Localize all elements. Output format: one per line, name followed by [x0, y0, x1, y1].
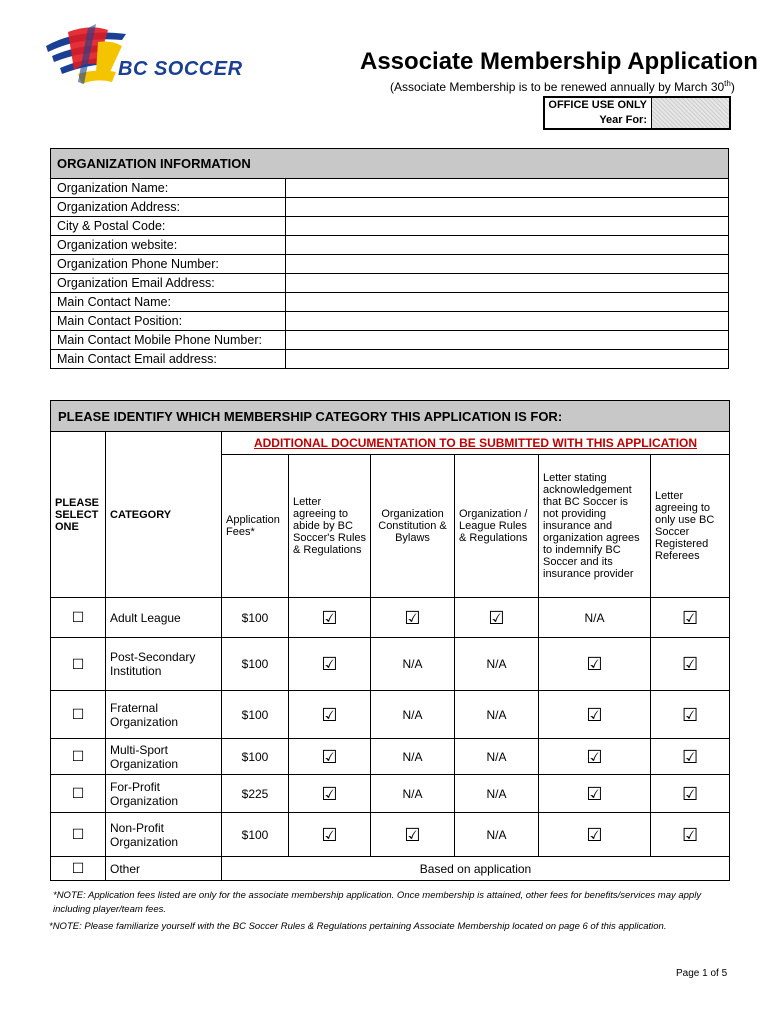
- category-heading: PLEASE IDENTIFY WHICH MEMBERSHIP CATEGORY THIS APPLICATION IS FOR:: [51, 401, 730, 432]
- category-name: Non-Profit Organization: [106, 813, 222, 857]
- other-fee-text: Based on application: [222, 857, 730, 881]
- contact-email-label: Main Contact Email address:: [51, 350, 286, 369]
- rules-note: *NOTE: Please familiarize yourself with the BC Soccer Rules & Regulations pertaining Associate Membership located on page 6 of this application.: [49, 921, 667, 932]
- table-row: [51, 739, 730, 775]
- doc-mark: N/A: [455, 813, 539, 857]
- contact-name-field[interactable]: [286, 293, 729, 312]
- org-address-label: Organization Address:: [51, 198, 286, 217]
- doc-mark: ☑: [651, 775, 730, 813]
- membership-category-table: [50, 400, 730, 881]
- contact-email-field[interactable]: [286, 350, 729, 369]
- org-website-field[interactable]: [286, 236, 729, 255]
- contact-name-label: Main Contact Name:: [51, 293, 286, 312]
- doc-mark: ☑: [371, 598, 455, 638]
- col-doc-constitution: Organization Constitution & Bylaws: [371, 455, 455, 598]
- org-phone-label: Organization Phone Number:: [51, 255, 286, 274]
- doc-mark: ☑: [539, 775, 651, 813]
- select-checkbox[interactable]: ☐: [51, 813, 106, 857]
- contact-position-label: Main Contact Position:: [51, 312, 286, 331]
- doc-mark: ☑: [289, 598, 371, 638]
- col-please-select: PLEASE SELECT ONE: [51, 432, 106, 598]
- table-row: [51, 638, 730, 691]
- doc-mark: ☑: [289, 691, 371, 739]
- city-postal-field[interactable]: [286, 217, 729, 236]
- fee-value: $100: [222, 739, 289, 775]
- org-address-field[interactable]: [286, 198, 729, 217]
- doc-mark: ☑: [651, 638, 730, 691]
- fee-value: $100: [222, 638, 289, 691]
- year-for-field: [652, 98, 729, 128]
- category-name: Fraternal Organization: [106, 691, 222, 739]
- doc-mark: ☑: [289, 739, 371, 775]
- category-name: Post-Secondary Institution: [106, 638, 222, 691]
- table-row: [51, 813, 730, 857]
- page-number: Page 1 of 5: [676, 968, 728, 979]
- category-name: Multi-Sport Organization: [106, 739, 222, 775]
- doc-mark: ☑: [539, 739, 651, 775]
- fee-value: $100: [222, 598, 289, 638]
- org-phone-field[interactable]: [286, 255, 729, 274]
- col-category: CATEGORY: [106, 432, 222, 598]
- col-doc-insurance: Letter stating acknowledgement that BC Soccer is not providing insurance and organization agrees to indemnify BC Soccer and its insurance provider: [539, 455, 651, 598]
- org-website-label: Organization website:: [51, 236, 286, 255]
- contact-mobile-field[interactable]: [286, 331, 729, 350]
- contact-position-field[interactable]: [286, 312, 729, 331]
- table-row: [51, 857, 730, 881]
- doc-mark: ☑: [289, 775, 371, 813]
- doc-mark: N/A: [371, 739, 455, 775]
- doc-mark: N/A: [455, 691, 539, 739]
- doc-mark: ☑: [651, 691, 730, 739]
- doc-mark: ☑: [539, 691, 651, 739]
- doc-mark: N/A: [371, 691, 455, 739]
- doc-mark: N/A: [455, 739, 539, 775]
- select-checkbox[interactable]: ☐: [51, 691, 106, 739]
- doc-mark: ☑: [651, 813, 730, 857]
- year-for-label: Year For:: [599, 114, 647, 126]
- table-row: [51, 691, 730, 739]
- additional-docs-heading: ADDITIONAL DOCUMENTATION TO BE SUBMITTED WITH THIS APPLICATION: [222, 432, 730, 455]
- fee-value: $100: [222, 813, 289, 857]
- doc-mark: N/A: [455, 775, 539, 813]
- category-name: Adult League: [106, 598, 222, 638]
- select-checkbox[interactable]: ☐: [51, 598, 106, 638]
- org-name-label: Organization Name:: [51, 179, 286, 198]
- select-checkbox[interactable]: ☐: [51, 739, 106, 775]
- page-subtitle: (Associate Membership is to be renewed annually by March 30th): [390, 79, 735, 94]
- fees-note: *NOTE: Application fees listed are only for the associate membership application. Once membership is attained, other fees for benefits/services may apply including player/team fees.: [53, 890, 702, 915]
- organization-info-table: [50, 148, 729, 369]
- select-checkbox[interactable]: ☐: [51, 857, 106, 881]
- doc-mark: N/A: [371, 638, 455, 691]
- fee-value: $225: [222, 775, 289, 813]
- doc-mark: ☑: [651, 598, 730, 638]
- doc-mark: ☑: [651, 739, 730, 775]
- select-checkbox[interactable]: ☐: [51, 775, 106, 813]
- org-name-field[interactable]: [286, 179, 729, 198]
- city-postal-label: City & Postal Code:: [51, 217, 286, 236]
- doc-mark: N/A: [371, 775, 455, 813]
- doc-mark: ☑: [371, 813, 455, 857]
- office-use-box: [543, 96, 731, 130]
- doc-mark: ☑: [289, 638, 371, 691]
- table-row: [51, 775, 730, 813]
- org-info-heading: ORGANIZATION INFORMATION: [51, 149, 729, 179]
- page-title: Associate Membership Application: [360, 48, 758, 75]
- table-row: [51, 598, 730, 638]
- doc-mark: ☑: [455, 598, 539, 638]
- col-doc-rules-letter: Letter agreeing to abide by BC Soccer's Rules & Regulations: [289, 455, 371, 598]
- doc-mark: N/A: [455, 638, 539, 691]
- contact-mobile-label: Main Contact Mobile Phone Number:: [51, 331, 286, 350]
- org-email-field[interactable]: [286, 274, 729, 293]
- doc-mark: ☑: [539, 813, 651, 857]
- doc-mark: N/A: [539, 598, 651, 638]
- doc-mark: ☑: [289, 813, 371, 857]
- fee-value: $100: [222, 691, 289, 739]
- category-name: Other: [106, 857, 222, 881]
- org-email-label: Organization Email Address:: [51, 274, 286, 293]
- select-checkbox[interactable]: ☐: [51, 638, 106, 691]
- col-doc-league-rules: Organization / League Rules & Regulations: [455, 455, 539, 598]
- col-doc-referees: Letter agreeing to only use BC Soccer Registered Referees: [651, 455, 730, 598]
- col-fees: Application Fees*: [222, 455, 289, 598]
- logo-text: BC SOCCER: [118, 58, 243, 80]
- doc-mark: ☑: [539, 638, 651, 691]
- office-use-label: OFFICE USE ONLY: [548, 99, 647, 111]
- category-name: For-Profit Organization: [106, 775, 222, 813]
